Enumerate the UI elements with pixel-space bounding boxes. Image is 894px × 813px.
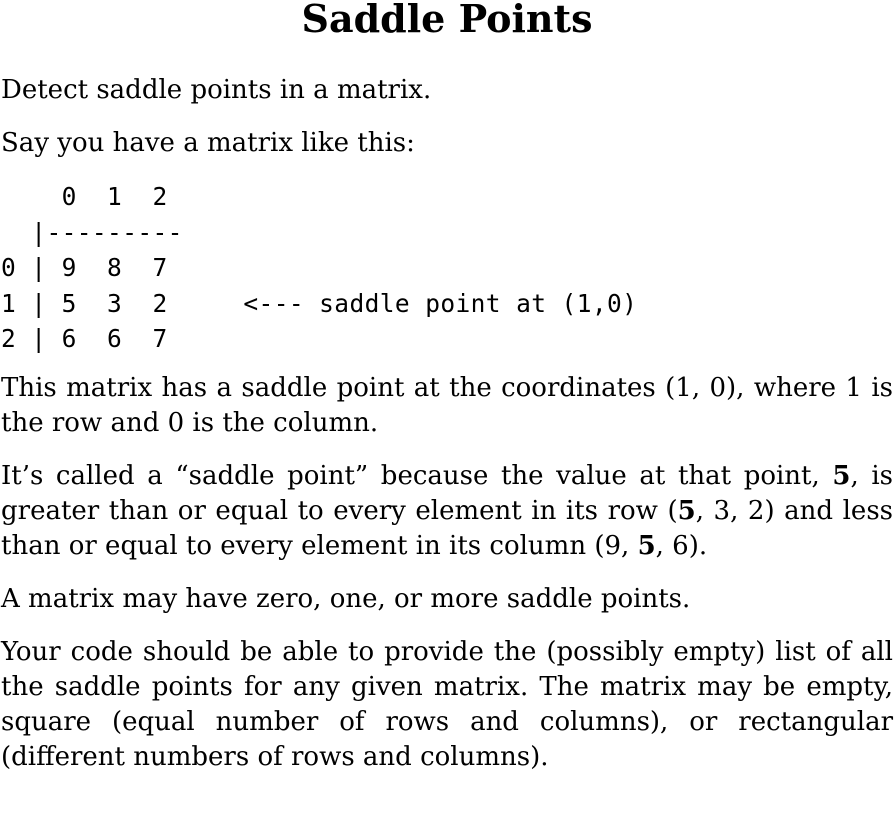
matrix-code-block	[1, 179, 893, 357]
column-saddle-value: 5	[637, 530, 656, 561]
row-saddle-value: 5	[677, 495, 696, 526]
definition-text-3: , 3, 2) and less than or equal to every element in its column (9,	[1, 495, 894, 561]
matrix-header: 0 1 2	[1, 182, 168, 211]
matrix-row-2: 2 | 6 6 7	[1, 324, 168, 353]
definition-text-2: , is greater than or equal to every element in its row (	[1, 460, 893, 526]
matrix-row-1: 1 | 5 3 2 <--- saddle point at (1,0)	[1, 288, 638, 318]
explanation-paragraph: This matrix has a saddle point at the coordinates (1, 0), where 1 is the row and 0 is the column.	[1, 372, 893, 438]
code-note-paragraph: Your code should be able to provide the (possibly empty) list of all the saddle points for any given matrix. The matrix may be empty, square (equal number of rows and columns), or rectangular (different numbers of rows and columns).	[1, 636, 893, 772]
page-title: Saddle Points	[301, 0, 593, 41]
definition-text-4: , 6).	[655, 530, 708, 561]
may-have-paragraph: A matrix may have zero, one, or more saddle points.	[1, 583, 691, 614]
saddle-value: 5	[832, 460, 851, 491]
matrix-row-0: 0 | 9 8 7	[1, 253, 168, 282]
matrix-divider: |---------	[1, 217, 183, 247]
definition-text-1: It’s called a “saddle point” because the value at that point,	[1, 460, 833, 491]
intro-paragraph: Detect saddle points in a matrix.	[1, 75, 432, 105]
saddle-definition-paragraph	[1, 459, 893, 564]
say-paragraph: Say you have a matrix like this:	[1, 128, 415, 158]
